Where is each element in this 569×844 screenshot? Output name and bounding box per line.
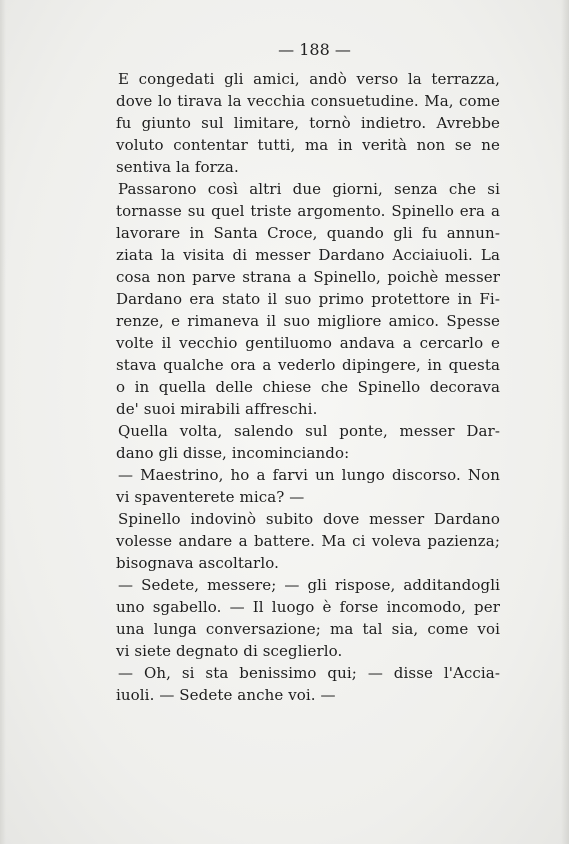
page-edge-right: [561, 0, 569, 844]
paragraph: [116, 420, 500, 464]
text-line: sentiva la forza.: [116, 158, 239, 176]
page-number: — 188 —: [278, 40, 351, 59]
text-line: Quella volta, salendo sul ponte, messer Dar-: [118, 422, 500, 440]
paragraph: [116, 464, 500, 508]
text-line: tornasse su quel triste argomento. Spinello era a: [116, 202, 500, 220]
text-line: Spinello indovinò subito dove messer Dardano: [118, 510, 500, 528]
text-line: renze, e rimaneva il suo migliore amico. Spesse: [116, 312, 500, 330]
text-line: vi siete degnato di sceglierlo.: [116, 642, 343, 660]
text-line: stava qualche ora a vederlo dipingere, in questa: [116, 356, 500, 374]
text-line: dano gli disse, incominciando:: [116, 444, 350, 462]
text-line: uno sgabello. — Il luogo è forse incomodo, per: [116, 598, 500, 616]
text-line: E congedati gli amici, andò verso la terrazza,: [118, 70, 500, 88]
text-line: — Sedete, messere; — gli rispose, additandogli: [118, 576, 500, 594]
text-line: de' suoi mirabili affreschi.: [116, 400, 318, 418]
paragraph: [116, 662, 500, 706]
text-line: dove lo tirava la vecchia consuetudine. Ma, come: [116, 92, 500, 110]
body-text: [116, 68, 500, 706]
paragraph: [116, 574, 500, 662]
text-line: Dardano era stato il suo primo protettore in Fi-: [116, 290, 500, 308]
paragraph: [116, 178, 500, 420]
paragraph: [116, 508, 500, 574]
text-line: volte il vecchio gentiluomo andava a cercarlo e: [116, 334, 500, 352]
text-line: voluto contentar tutti, ma in verità non se ne: [116, 136, 500, 154]
text-line: cosa non parve strana a Spinello, poichè messer: [116, 268, 500, 286]
paragraph: [116, 68, 500, 178]
text-line: vi spaventerete mica? —: [116, 488, 305, 506]
page-edge-left: [0, 0, 6, 844]
text-line: volesse andare a battere. Ma ci voleva pazienza;: [116, 532, 500, 550]
text-line: — Oh, si sta benissimo qui; — disse l'Accia-: [118, 664, 500, 682]
text-line: lavorare in Santa Croce, quando gli fu annun-: [116, 224, 500, 242]
text-line: ziata la visita di messer Dardano Acciaiuoli. La: [116, 246, 500, 264]
text-line: bisognava ascoltarlo.: [116, 554, 279, 572]
text-line: o in quella delle chiese che Spinello decorava: [116, 378, 500, 396]
text-line: Passarono così altri due giorni, senza che si: [118, 180, 500, 198]
text-line: — Maestrino, ho a farvi un lungo discorso. Non: [118, 466, 500, 484]
text-line: iuoli. — Sedete anche voi. —: [116, 686, 336, 704]
text-line: una lunga conversazione; ma tal sia, come voi: [116, 620, 500, 638]
text-line: fu giunto sul limitare, tornò indietro. Avrebbe: [116, 114, 500, 132]
